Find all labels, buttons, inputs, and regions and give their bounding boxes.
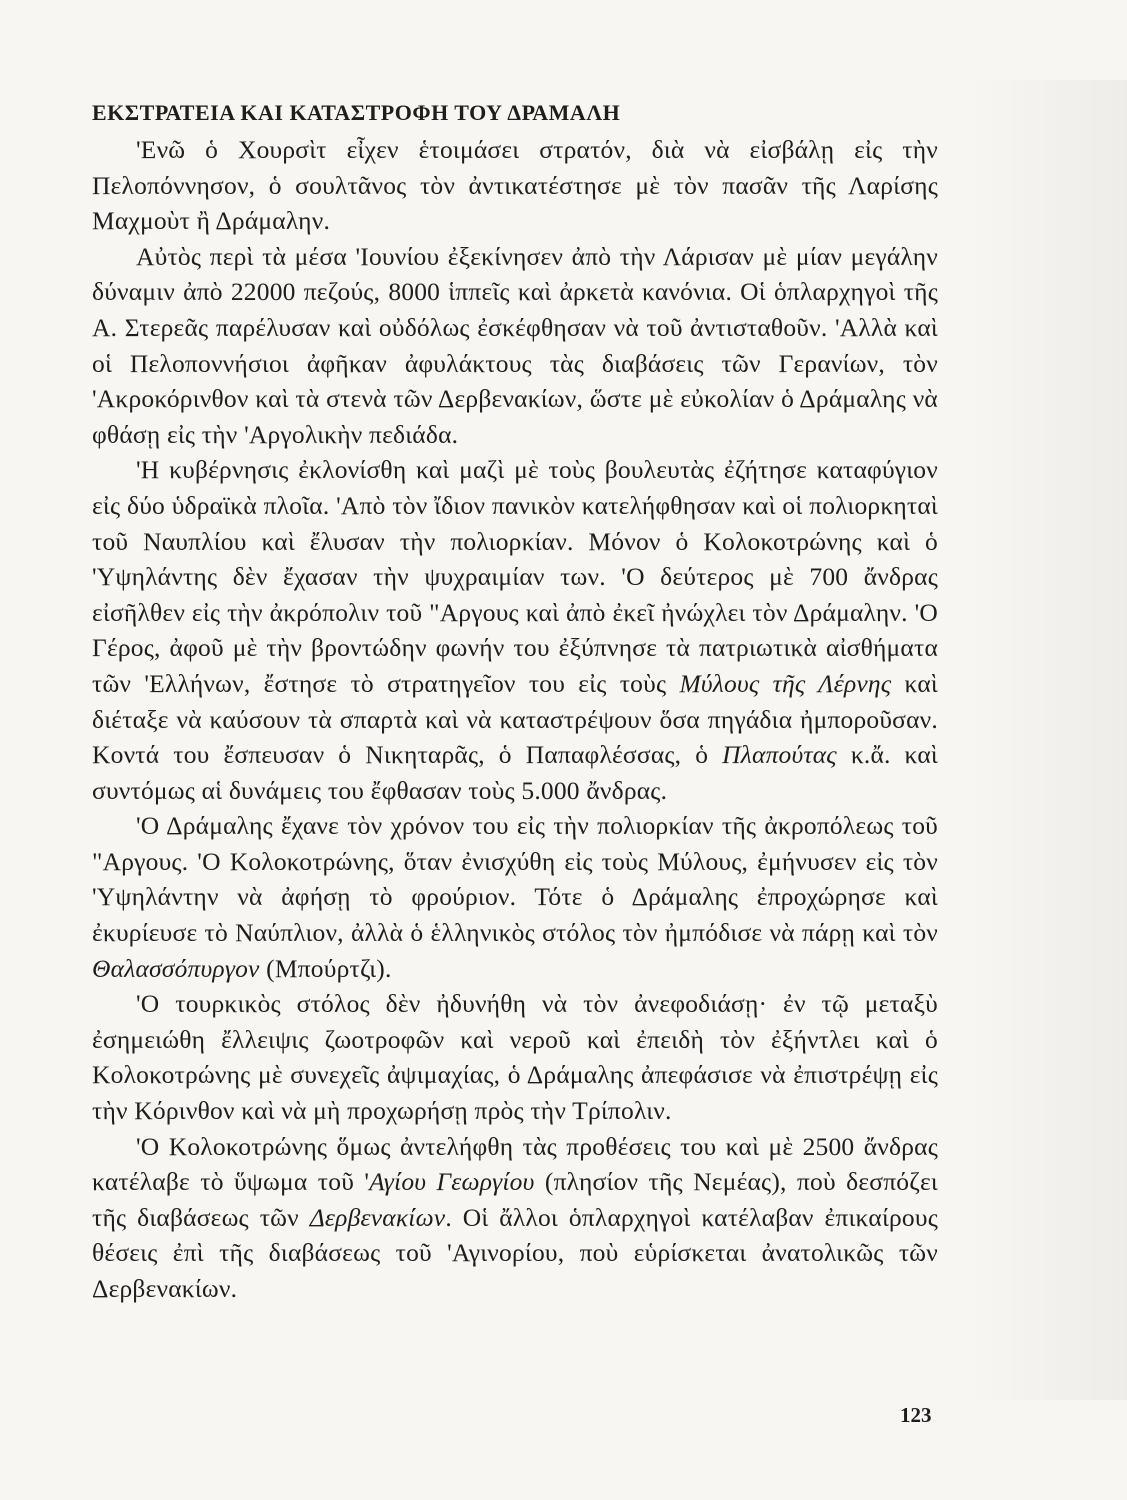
text-run: 'Ενῶ ὁ Χουρσὶτ εἶχεν ἑτοιμάσει στρατόν, διὰ νὰ εἰσβάλῃ εἰς τὴν Πελοπόννησον, ὁ σουλτᾶνος τὸν ἀντικατέστησε μὲ τὸν πασᾶν τῆς Λαρίσης Μαχμοὺτ ἢ Δράμαλην. — [92, 135, 938, 236]
text-run: (Μπούρτζι). — [259, 953, 392, 983]
paragraph — [92, 132, 938, 239]
page-edge-shadow — [967, 80, 1127, 1400]
text-run: (πλησίον τῆς Νεμέας), ποὺ δεσπόζει τῆς διαβάσεως τῶν — [92, 1167, 938, 1232]
paragraph — [92, 452, 938, 808]
italic-phrase: Δερβενακίων — [309, 1202, 446, 1232]
paragraph — [92, 239, 938, 453]
text-run: Αὐτὸς περὶ τὰ μέσα 'Ιουνίου ἐξεκίνησεν ἀπὸ τὴν Λάρισαν μὲ μίαν μεγάλην δύναμιν ἀπὸ 22000 πεζούς, 8000 ἱππεῖς καὶ ἀρκετὰ κανόνια. Οἱ ὁπλαρχηγοὶ τῆς Α. Στερεᾶς παρέλυσαν καὶ οὐδόλως ἐσκέφθησαν νὰ τοῦ ἀντισταθοῦν. 'Αλλὰ καὶ οἱ Πελοποννήσιοι ἀφῆκαν ἀφυλάκτους τὰς διαβάσεις τῶν Γερανίων, τὸν 'Ακροκόρινθον καὶ τὰ στενὰ τῶν Δερβενακίων, ὥστε μὲ εὐκολίαν ὁ Δράμαλης νὰ φθάσῃ εἰς τὴν 'Αργολικὴν πεδιάδα. — [92, 241, 938, 449]
text-body — [92, 132, 938, 1307]
text-run: καὶ διέταξε νὰ καύσουν τὰ σπαρτὰ καὶ νὰ καταστρέψουν ὅσα πηγάδια ἠμποροῦσαν. Κοντά του ἔσπευσαν ὁ Νικηταρᾶς, ὁ Παπαφλέσσας, ὁ — [92, 668, 938, 770]
italic-phrase: Μύλους τῆς Λέρνης — [679, 668, 892, 698]
page-body — [92, 98, 938, 1307]
text-run: 'Η κυβέρνησις ἐκλονίσθη καὶ μαζὶ μὲ τοὺς βουλευτὰς ἐζήτησε καταφύγιον εἰς δύο ὑδραϊκὰ πλοῖα. 'Απὸ τὸν ἴδιον πανικὸν κατελήφθησαν καὶ οἱ πολιορκηταὶ τοῦ Ναυπλίου καὶ ἔλυσαν τὴν πολιορκίαν. Μόνον ὁ Κολοκοτρώνης καὶ ὁ 'Υψηλάντης δὲν ἔχασαν τὴν ψυχραιμίαν των. 'Ο δεύτερος μὲ 700 ἄνδρας εἰσῆλθεν εἰς τὴν ἀκρόπολιν τοῦ "Αργους καὶ ἀπὸ ἐκεῖ ἠνώχλει τὸν Δράμαλην. 'Ο Γέρος, ἀφοῦ μὲ τὴν βροντώδην φωνήν του ἐξύπνησε τὰ πατριωτικὰ αἰσθήματα τῶν 'Ελλήνων, ἔστησε τὸ στρατηγεῖον του εἰς τοὺς — [92, 455, 938, 698]
text-run: 'Ο τουρκικὸς στόλος δὲν ἠδυνήθη νὰ τὸν ἀνεφοδιάσῃ· ἐν τῷ μεταξὺ ἐσημειώθη ἔλλειψις ζωοτροφῶν καὶ νεροῦ καὶ ἐπειδὴ τὸν ἐξήντλει καὶ ὁ Κολοκοτρώνης μὲ συνεχεῖς ἀψιμαχίας, ὁ Δράμαλης ἀπεφάσισε νὰ ἐπιστρέψῃ εἰς τὴν Κόρινθον καὶ νὰ μὴ προχωρήσῃ πρὸς τὴν Τρίπολιν. — [92, 989, 938, 1126]
italic-phrase: Αγίου Γεωργίου — [369, 1167, 535, 1197]
italic-phrase: Θαλασσόπυργον — [92, 953, 260, 983]
italic-phrase: Πλαπούτας — [722, 740, 837, 770]
paragraph — [92, 986, 938, 1128]
text-run: 'Ο Κολοκοτρώνης ὅμως ἀντελήφθη τὰς προθέσεις του καὶ μὲ 2500 ἄνδρας κατέλαβε τὸ ὕψωμα τοῦ ' — [92, 1131, 938, 1197]
page-number: 123 — [900, 1403, 932, 1427]
paragraph — [92, 1129, 938, 1307]
section-heading: ΕΚΣΤΡΑΤΕΙΑ ΚΑΙ ΚΑΤΑΣΤΡΟΦΗ ΤΟΥ ΔΡΑΜΑΛΗ — [92, 100, 621, 125]
paragraph — [92, 808, 938, 986]
text-run: . Οἱ ἄλλοι ὁπλαρχηγοὶ κατέλαβαν ἐπικαίρους θέσεις ἐπὶ τῆς διαβάσεως τοῦ 'Αγινορίου, ποὺ εὑρίσκεται ἀνατολικῶς τῶν Δερβενακίων. — [92, 1202, 939, 1303]
text-run: κ.ἄ. καὶ συντόμως αἱ δυνάμεις του ἔφθασαν τοὺς 5.000 ἄνδρας. — [92, 740, 938, 805]
text-run: 'Ο Δράμαλης ἔχανε τὸν χρόνον του εἰς τὴν πολιορκίαν τῆς ἀκροπόλεως τοῦ "Αργους. 'Ο Κολοκοτρώνης, ὅταν ἐνισχύθη εἰς τοὺς Μύλους, ἐμήνυσεν εἰς τὸν 'Υψηλάντην νὰ ἀφήσῃ τὸ φρούριον. Τότε ὁ Δράμαλης ἐπροχώρησε καὶ ἐκυρίευσε τὸ Ναύπλιον, ἀλλὰ ὁ ἑλληνικὸς στόλος τὸν ἠμπόδισε νὰ πάρῃ καὶ τὸν — [92, 811, 938, 948]
